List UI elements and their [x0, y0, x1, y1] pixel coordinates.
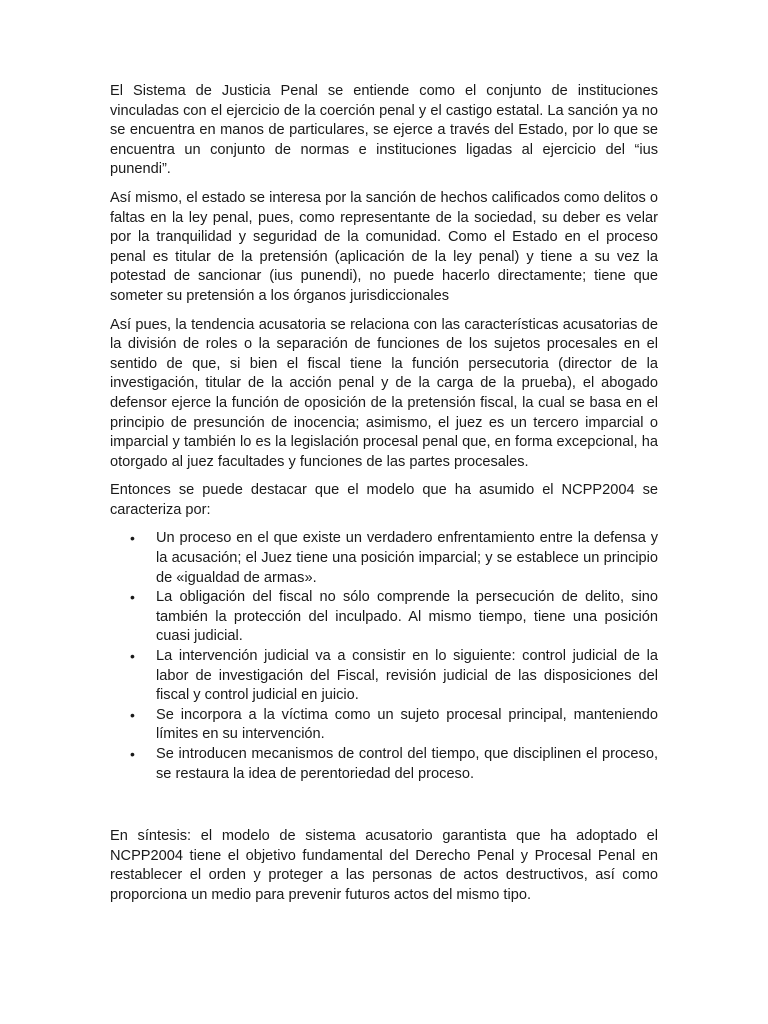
paragraph-ncpp-intro: Entonces se puede destacar que el modelo que ha asumido el NCPP2004 se caracteriza por: [110, 482, 658, 518]
list-item-text: Se introducen mecanismos de control del tiempo, que disciplinen el proceso, se restaura la idea de perentoriedad del proceso. [156, 746, 658, 782]
paragraph-conclusion: En síntesis: el modelo de sistema acusatorio garantista que ha adoptado el NCPP2004 tiene el objetivo fundamental del Derecho Penal y Procesal Penal en restablecer el orden y proteger a las personas de actos destructivos, así como proporciona un medio para prevenir futuros actos del mismo tipo. [110, 828, 658, 903]
list-item [110, 706, 658, 745]
paragraph-tendencia-acusatoria: Así pues, la tendencia acusatoria se relaciona con las características acusatorias de la división de roles o la separación de funciones de los sujetos procesales en el sentido de que, si bien el fiscal tiene la función persecutoria (director de la investigación, titular de la acción penal y de la carga de la prueba), el abogado defensor ejerce la función de oposición de la pretensión fiscal, la cual se basa en el principio de presunción de inocencia; asimismo, el juez es un tercero imparcial o imparcial y también lo es la legislación procesal penal que, en forma excepcional, ha otorgado al juez facultades y funciones de las partes procesales. [110, 316, 658, 470]
list-item [110, 529, 658, 588]
blank-space [110, 793, 658, 827]
list-item [110, 745, 658, 784]
list-item-text: La obligación del fiscal no sólo comprende la persecución de delito, sino también la protección del inculpado. Al mismo tiempo, tiene una posición cuasi judicial. [156, 589, 658, 645]
bullet-icon: • [130, 589, 135, 606]
characteristics-list [110, 529, 658, 784]
list-item [110, 647, 658, 706]
list-item-text: La intervención judicial va a consistir en lo siguiente: control judicial de la labor de investigación del Fiscal, revisión judicial de las disposiciones del fiscal y control judicial en juicio. [156, 648, 658, 704]
list-item-text: Se incorpora a la víctima como un sujeto procesal principal, manteniendo límites en su intervención. [156, 706, 658, 743]
bullet-icon: • [130, 706, 135, 723]
list-item [110, 588, 658, 647]
bullet-icon: • [130, 746, 135, 762]
bullet-icon: • [130, 648, 135, 665]
list-item-text: Un proceso en el que existe un verdadero enfrentamiento entre la defensa y la acusación; el Juez tiene una posición imparcial; y se establece un principio de «igualdad de armas». [156, 530, 658, 586]
document-page [110, 82, 658, 915]
paragraph-estado-sancion: Así mismo, el estado se interesa por la sanción de hechos calificados como delitos o faltas en la ley penal, pues, como representante de la sociedad, su deber es velar por la tranquilidad y seguridad de la comunidad. Como el Estado en el proceso penal es titular de la pretensión (aplicación de la ley penal) y tiene a su vez la potestad de sancionar (ius punendi), no puede hacerlo directamente; tiene que someter su pretensión a los órganos jurisdiccionales [110, 189, 658, 304]
paragraph-sistema-justicia: El Sistema de Justicia Penal se entiende como el conjunto de instituciones vinculadas con el ejercicio de la coerción penal y el castigo estatal. La sanción ya no se encuentra en manos de particulares, se ejerce a través del Estado, por lo que se encuentra un conjunto de normas e instituciones ligadas al ejercicio del “ius punendi”. [110, 83, 658, 178]
bullet-icon: • [130, 530, 135, 547]
